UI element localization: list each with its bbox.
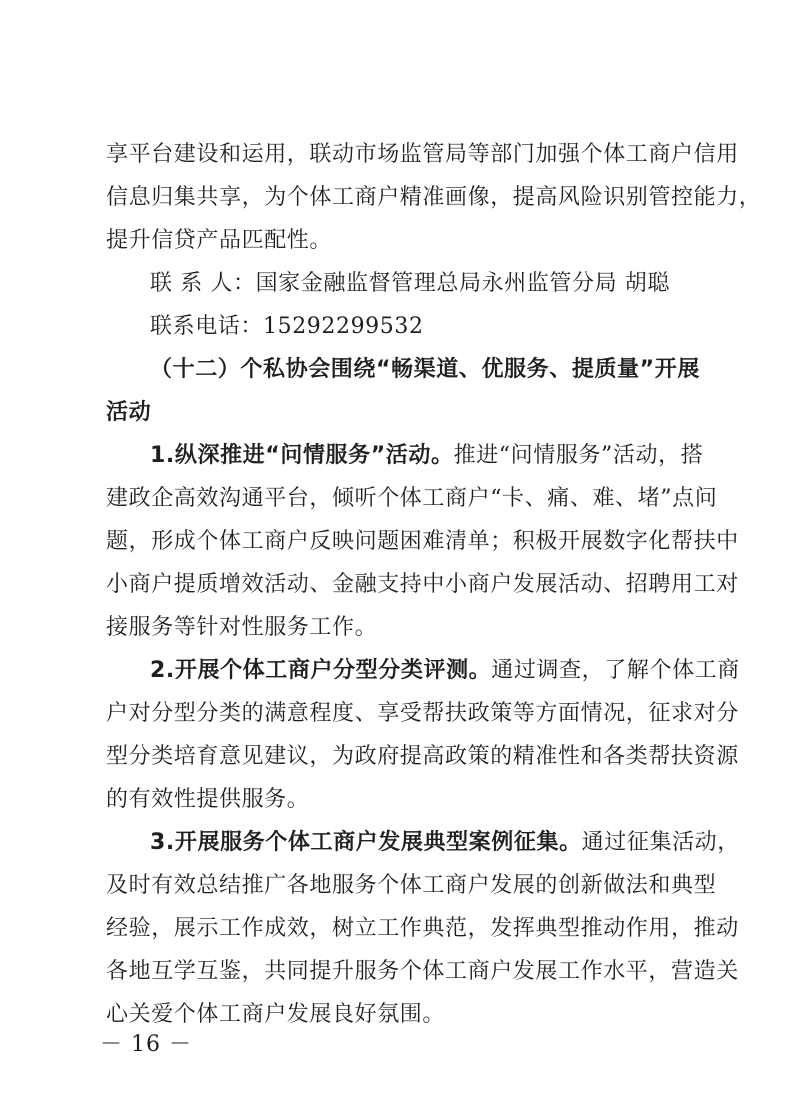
page-number: － 16 － <box>100 1032 192 1057</box>
contact-person: 联 系 人：国家金融监督管理总局永州监管分局 胡聪 <box>150 271 670 296</box>
item-line: 建政企高效沟通平台，倾听个体工商户“卡、痛、难、堵”点问 <box>106 486 718 511</box>
item-first-line <box>150 656 740 686</box>
item-line: 接服务等针对性服务工作。 <box>106 615 378 640</box>
intro-line: 信息归集共享，为个体工商户精准画像，提高风险识别管控能力， <box>106 185 762 210</box>
item-line: 型分类培育意见建议，为政府提高政策的精准性和各类帮扶资源 <box>106 744 739 769</box>
item-line: 心关爱个体工商户发展良好氛围。 <box>106 1002 446 1027</box>
section-heading: （十二）个私协会围绕“畅渠道、优服务、提质量”开展 <box>150 357 700 382</box>
item-first-line <box>150 441 704 471</box>
contact-phone: 联系电话：15292299532 <box>150 314 424 339</box>
item-title: 3.开展服务个体工商户发展典型案例征集。 <box>150 830 582 855</box>
item-text: 推进“问情服务”活动，搭 <box>453 443 704 468</box>
item-line: 经验，展示工作成效，树立工作典范，发挥典型推动作用，推动 <box>106 916 739 941</box>
item-text: 通过征集活动， <box>581 830 740 855</box>
item-line: 题，形成个体工商户反映问题困难清单；积极开展数字化帮扶中 <box>106 529 739 554</box>
item-title: 2.开展个体工商户分型分类评测。 <box>150 658 492 683</box>
item-line: 各地互学互鉴，共同提升服务个体工商户发展工作水平，营造关 <box>106 959 739 984</box>
intro-line: 提升信贷产品匹配性。 <box>106 228 333 253</box>
item-line: 小商户提质增效活动、金融支持中小商户发展活动、招聘用工对 <box>106 572 739 597</box>
item-first-line <box>150 828 740 858</box>
item-line: 及时有效总结推广各地服务个体工商户发展的创新做法和典型 <box>106 873 717 898</box>
item-line: 户对分型分类的满意程度、享受帮扶政策等方面情况，征求对分 <box>106 701 739 726</box>
item-line: 的有效性提供服务。 <box>106 787 310 812</box>
item-title: 1.纵深推进“问情服务”活动。 <box>150 443 454 468</box>
intro-line: 享平台建设和运用，联动市场监管局等部门加强个体工商户信用 <box>106 142 739 167</box>
section-heading: 活动 <box>106 400 152 425</box>
item-text: 通过调查，了解个体工商 <box>491 658 740 683</box>
